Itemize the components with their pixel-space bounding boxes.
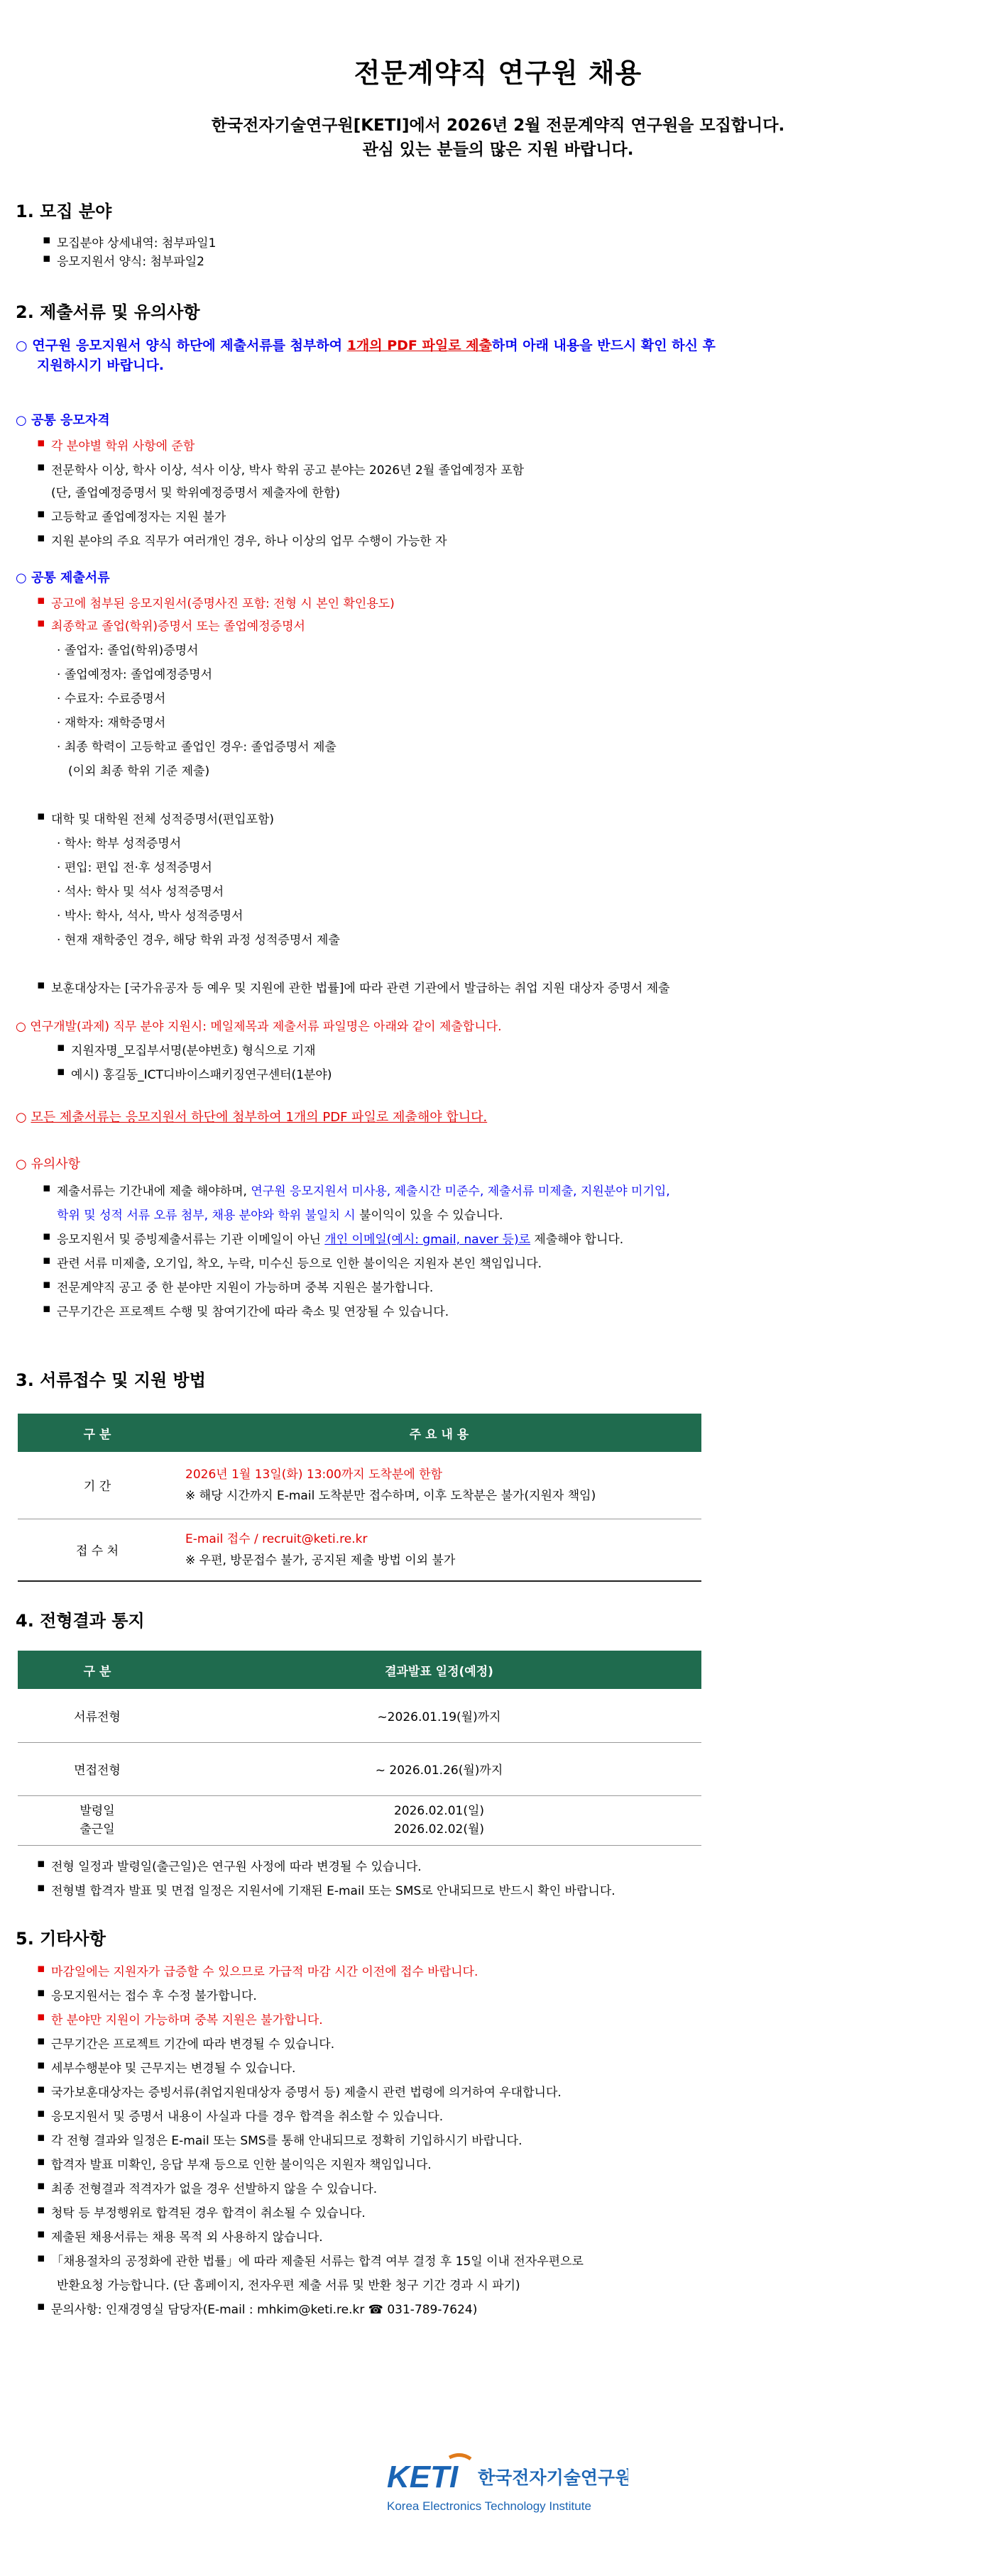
- docs-red-2: ▪ 최종학교 졸업(학위)증명서 또는 졸업예정증명서: [51, 616, 305, 634]
- s1-item-2: ▪ 응모지원서 양식: 첨부파일2: [57, 251, 204, 269]
- submission-table: [18, 1414, 701, 1582]
- circle-icon: ○: [16, 1157, 31, 1172]
- caution-1: ▪ 제출서류는 기간내에 제출 해야하며, 연구원 응모지원서 미사용, 제출시간 미준수, 제출서류 미제출, 지원분야 미기입,: [57, 1181, 670, 1199]
- docs-sub2-4: · 박사: 학사, 석사, 박사 성적증명서: [57, 909, 243, 923]
- qual-item-3: ▪ 고등학교 졸업예정자는 지원 불가: [51, 507, 226, 524]
- docs-sub2-2: · 편입: 편입 전·후 성적증명서: [57, 861, 212, 875]
- s5-item: ▪ 「채용절차의 공정화에 관한 법률」에 따라 제출된 서류는 합격 여부 결정 후 15일 이내 전자우편으로: [51, 2251, 584, 2269]
- keti-logo-mark: [387, 2452, 628, 2516]
- row-receipt-label: 접 수 처: [18, 1519, 177, 1581]
- col-header-category: 구 분: [18, 1414, 177, 1452]
- qual-item-4: ▪ 지원 분야의 주요 직무가 여러개인 경우, 하나 이상의 업무 수행이 가능한 자: [51, 531, 447, 549]
- s2-notice: ○ 연구원 응모지원서 양식 하단에 제출서류를 첨부하여 1개의 PDF 파일로 제출하며 아래 내용을 반드시 확인 하신 후: [16, 338, 716, 353]
- keti-logo: [387, 2452, 628, 2516]
- row-start-stage: 발령일 출근일: [18, 1795, 177, 1845]
- caution-title: ○ 유의사항: [16, 1157, 80, 1172]
- circle-icon: ○: [16, 338, 33, 353]
- qual-item-1: ▪ 각 분야별 학위 사항에 준함: [51, 436, 195, 453]
- docs-sub2-5: · 현재 재학중인 경우, 해당 학위 과정 성적증명서 제출: [57, 933, 340, 947]
- logo-en-text: Korea Electronics Technology Institute: [387, 2499, 591, 2513]
- s5-item: 반환요청 가능합니다. (단 홈페이지, 전자우편 제출 서류 및 반환 청구 기간 경과 시 파기): [57, 2279, 520, 2293]
- circle-icon: ○: [16, 1110, 31, 1125]
- docs-sub1-1: · 졸업자: 졸업(학위)증명서: [57, 644, 199, 658]
- caution-5: ▪ 근무기간은 프로젝트 수행 및 참여기간에 따라 축소 및 연장될 수 있습니다.: [57, 1301, 449, 1319]
- section-2-heading: 2. 제출서류 및 유의사항: [16, 302, 200, 322]
- docs-red-1: ▪ 공고에 첨부된 응모지원서(증명사진 포함: 전형 시 본인 확인용도): [51, 593, 395, 611]
- docs-sub1-note: (이외 최종 학위 기준 제출): [68, 764, 210, 778]
- qual-item-2: ▪ 전문학사 이상, 학사 이상, 석사 이상, 박사 학위 공고 분야는 2026년 2월 졸업예정자 포함: [51, 460, 524, 478]
- page-title: 전문계약직 연구원 채용: [354, 57, 642, 89]
- row-receipt-content: E-mail 접수 / recruit@keti.re.kr ※ 우편, 방문접수 불가, 공지된 제출 방법 이외 불가: [177, 1519, 701, 1581]
- s5-item: ▪ 한 분야만 지원이 가능하며 중복 지원은 불가합니다.: [51, 2010, 323, 2027]
- docs-sub2-1: · 학사: 학부 성적증명서: [57, 837, 182, 851]
- docs-veteran: ▪ 보훈대상자는 [국가유공자 등 예우 및 지원에 관한 법률]에 따라 관련 기관에서 발급하는 취업 지원 대상자 증명서 제출: [51, 978, 670, 996]
- col-header-content: 주 요 내 용: [177, 1414, 701, 1452]
- circle-icon: ○: [16, 571, 31, 585]
- intro-line-2: 관심 있는 분들의 많은 지원 바랍니다.: [362, 141, 634, 159]
- caution-3: ▪ 관련 서류 미제출, 오기입, 착오, 누락, 미수신 등으로 인한 불이익은 지원자 본인 책임입니다.: [57, 1253, 542, 1271]
- s5-item: ▪ 근무기간은 프로젝트 기간에 따라 변경될 수 있습니다.: [51, 2034, 334, 2052]
- s5-item: ▪ 마감일에는 지원자가 급증할 수 있으므로 가급적 마감 시간 이전에 접수 바랍니다.: [51, 1961, 478, 1979]
- logo-mark-text: KETI: [387, 2460, 459, 2494]
- section-3-heading: 3. 서류접수 및 지원 방법: [16, 1370, 206, 1390]
- row-doc-date: ~2026.01.19(월)까지: [177, 1689, 701, 1742]
- s2-notice-cont: 지원하시기 바랍니다.: [37, 358, 165, 373]
- docs-sub2-3: · 석사: 학사 및 석사 성적증명서: [57, 885, 224, 899]
- s5-item: ▪ 문의사항: 인재경영실 담당자(E-mail : mhkim@keti.re.kr ☎ 031-789-7624): [51, 2299, 477, 2317]
- circle-icon: ○: [16, 1020, 31, 1034]
- s4-note-1: ▪ 전형 일정과 발령일(출근일)은 연구원 사정에 따라 변경될 수 있습니다.: [51, 1856, 422, 1874]
- caution-1-cont: 학위 및 성적 서류 오류 첨부, 채용 분야와 학위 불일치 시 불이익이 있을 수 있습니다.: [57, 1209, 503, 1223]
- rnd-title: ○ 연구개발(과제) 직무 분야 지원시: 메일제목과 제출서류 파일명은 아래와 같이 제출합니다.: [16, 1020, 502, 1034]
- qual-item-2-note: (단, 졸업예정증명서 및 학위예정증명서 제출자에 한함): [51, 486, 340, 500]
- row-doc-stage: 서류전형: [18, 1689, 177, 1742]
- s5-item: ▪ 합격자 발표 미확인, 응답 부재 등으로 인한 불이익은 지원자 책임입니다.: [51, 2154, 432, 2172]
- caution-2: ▪ 응모지원서 및 증빙제출서류는 기관 이메일이 아닌 개인 이메일(예시: gmail, naver 등)로 제출해야 합니다.: [57, 1229, 623, 1247]
- s5-item: ▪ 제출된 채용서류는 채용 목적 외 사용하지 않습니다.: [51, 2227, 323, 2245]
- circle-icon: ○: [16, 413, 31, 428]
- docs-sub1-2: · 졸업예정자: 졸업예정증명서: [57, 668, 213, 682]
- qual-title: ○ 공통 응모자격: [16, 413, 110, 428]
- s1-item-1: ▪ 모집분야 상세내역: 첨부파일1: [57, 233, 216, 251]
- result-table: [18, 1651, 701, 1846]
- docs-title: ○ 공통 제출서류: [16, 571, 110, 585]
- docs-sub1-5: · 최종 학력이 고등학교 졸업인 경우: 졸업증명서 제출: [57, 740, 336, 754]
- row-start-date: 2026.02.01(일) 2026.02.02(월): [177, 1795, 701, 1845]
- s5-item: ▪ 응모지원서 및 증명서 내용이 사실과 다를 경우 합격을 취소할 수 있습니다.: [51, 2106, 443, 2124]
- s5-item: ▪ 응모지원서는 접수 후 수정 불가합니다.: [51, 1986, 257, 2003]
- row-interview-stage: 면접전형: [18, 1742, 177, 1795]
- rnd-item-1: ▪ 지원자명_모집부서명(분야번호) 형식으로 기재: [71, 1040, 316, 1058]
- row-interview-date: ~ 2026.01.26(월)까지: [177, 1742, 701, 1795]
- s5-item: ▪ 최종 전형결과 적격자가 없을 경우 선발하지 않을 수 있습니다.: [51, 2179, 377, 2196]
- row-period-content: 2026년 1월 13일(화) 13:00까지 도착분에 한함 ※ 해당 시간까지 E-mail 도착분만 접수하며, 이후 도착분은 불가(지원자 책임): [177, 1452, 701, 1519]
- s5-item: ▪ 세부수행분야 및 근무지는 변경될 수 있습니다.: [51, 2058, 295, 2076]
- section-1-heading: 1. 모집 분야: [16, 202, 112, 221]
- s5-item: ▪ 각 전형 결과와 일정은 E-mail 또는 SMS를 통해 안내되므로 정확히 기입하시기 바랍니다.: [51, 2130, 522, 2148]
- all-docs-notice: ○ 모든 제출서류는 응모지원서 하단에 첨부하여 1개의 PDF 파일로 제출해야 합니다.: [16, 1110, 488, 1125]
- intro-line-1: 한국전자기술연구원[KETI]에서 2026년 2월 전문계약직 연구원을 모집합니다.: [211, 116, 785, 135]
- s4-note-2: ▪ 전형별 합격자 발표 및 면접 일정은 지원서에 기재된 E-mail 또는 SMS로 안내되므로 반드시 확인 바랍니다.: [51, 1881, 615, 1898]
- section-4-heading: 4. 전형결과 통지: [16, 1611, 145, 1631]
- docs-sub1-4: · 재학자: 재학증명서: [57, 716, 166, 730]
- s5-item: ▪ 국가보훈대상자는 증빙서류(취업지원대상자 증명서 등) 제출시 관련 법령에 의거하여 우대합니다.: [51, 2082, 562, 2100]
- row-period-label: 기 간: [18, 1452, 177, 1519]
- docs-transcript: ▪ 대학 및 대학원 전체 성적증명서(편입포함): [51, 809, 274, 827]
- docs-sub1-3: · 수료자: 수료증명서: [57, 692, 166, 706]
- rnd-item-2: ▪ 예시) 홍길동_ICT디바이스패키징연구센터(1분야): [71, 1064, 332, 1082]
- caution-4: ▪ 전문계약직 공고 중 한 분야만 지원이 가능하며 중복 지원은 불가합니다.: [57, 1277, 433, 1295]
- col-header-stage: 구 분: [18, 1651, 177, 1689]
- section-5-heading: 5. 기타사항: [16, 1929, 106, 1949]
- col-header-schedule: 결과발표 일정(예정): [177, 1651, 701, 1689]
- logo-ko-text: 한국전자기술연구원: [478, 2467, 628, 2488]
- s5-item: ▪ 청탁 등 부정행위로 합격된 경우 합격이 취소될 수 있습니다.: [51, 2203, 366, 2220]
